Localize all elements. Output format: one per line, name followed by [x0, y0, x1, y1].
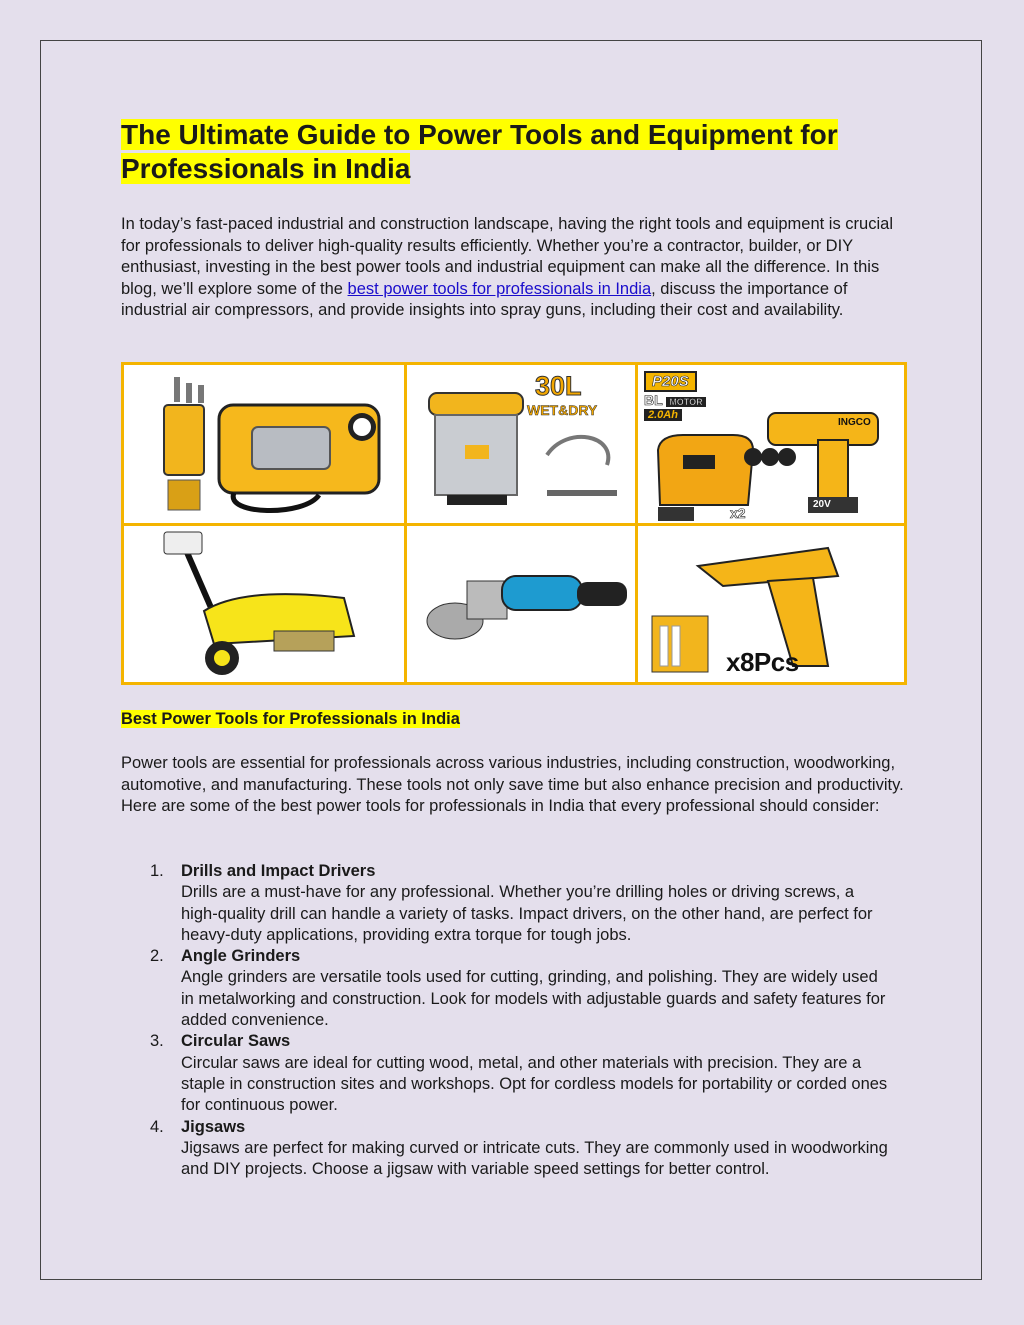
angle-grinder-illustration	[407, 526, 635, 682]
battery-voltage-label: 20V	[813, 499, 831, 510]
intro-text-before: In today’s fast-paced industrial and construction landscape, having the right tools and equipment is crucial for professionals to deliver high-quality results efficiently. Whether you’re a contractor, builder, or DIY enthusiast, investing in the best power tools and industrial equipment can make all the difference. In this blog, we’ll explore some of the	[121, 215, 893, 298]
pressure-washer-cell	[124, 526, 404, 682]
list-item-title: Circular Saws	[181, 1032, 291, 1051]
list-item	[121, 861, 891, 946]
vacuum-capacity-label: 30L	[535, 371, 582, 401]
section-intro-paragraph: Power tools are essential for professionals across various industries, including construction, woodworking, automotive, and manufacturing. These tools not only save time but also enhance precision and productivity. Here are some of the best power tools for professionals in India that every professional should consider:	[121, 754, 904, 815]
gluegun-pack-label: x8Pcs	[726, 647, 799, 677]
list-item-description: Jigsaws are perfect for making curved or intricate cuts. They are commonly used in woodworking and DIY projects. Choose a jigsaw with variable speed settings for better control.	[181, 1138, 888, 1179]
impact-wrench-kit-cell	[638, 365, 904, 523]
list-item-number: 1.	[150, 862, 164, 880]
vacuum-cleaner-cell	[407, 365, 635, 523]
section-heading-text: Best Power Tools for Professionals in India	[121, 710, 460, 728]
list-item-description: Angle grinders are versatile tools used for cutting, grinding, and polishing. They are widely used in metalworking and construction. Look for models with adjustable guards and safety features for added convenience.	[181, 968, 886, 1030]
page-title	[121, 118, 911, 186]
list-item	[121, 1117, 891, 1181]
angle-grinder-cell	[407, 526, 635, 682]
vacuum-cleaner-illustration	[407, 365, 635, 523]
intro-text-after: , discuss the importance of industrial air compressors, and provide insights into spray guns, including their cost and availability.	[121, 279, 848, 319]
list-item-number: 2.	[150, 947, 164, 966]
list-item-title: Jigsaws	[181, 1117, 246, 1136]
list-item	[121, 946, 891, 1031]
kit-motor-sub: MOTOR	[666, 397, 705, 407]
section-heading	[121, 708, 460, 730]
list-item-description: Circular saws are ideal for cutting wood, metal, and other materials with precision. They are a staple in construction sites and workshops. Opt for cordless models for portability or corded ones for continuous power.	[181, 1053, 888, 1115]
kit-motor-text: BL	[644, 392, 663, 408]
list-item-title: Drills and Impact Drivers	[181, 862, 376, 880]
kit-model-badge: P20S	[644, 371, 697, 392]
list-item-number: 4.	[150, 1117, 164, 1136]
title-block	[121, 118, 911, 186]
intro-paragraph	[121, 214, 906, 322]
air-compressor-illustration	[124, 365, 404, 523]
list-item-title: Angle Grinders	[181, 947, 301, 966]
product-collage-image	[121, 362, 907, 685]
brand-label-wrench: INGCO	[838, 417, 871, 428]
list-item-number: 3.	[150, 1032, 164, 1051]
kit-battery-badge: 2.0Ah	[644, 409, 682, 421]
tools-list	[121, 861, 891, 1180]
vacuum-type-label: WET&DRY	[527, 402, 598, 418]
glue-gun-cell	[638, 526, 904, 682]
kit-motor-badge	[644, 392, 706, 408]
battery-count-label: x2	[730, 505, 746, 521]
list-item	[121, 1031, 891, 1116]
list-item-description: Drills are a must-have for any professional. Whether you’re drilling holes or driving screws, a high-quality drill can handle a variety of tasks. Impact drivers, on the other hand, are perfect for heavy-duty applications, providing extra torque for tough jobs.	[181, 883, 873, 944]
pressure-washer-illustration	[124, 526, 404, 682]
air-compressor-cell	[124, 365, 404, 523]
page-title-text: The Ultimate Guide to Power Tools and Equipment for Professionals in India	[121, 119, 838, 184]
best-power-tools-link[interactable]: best power tools for professionals in India	[347, 279, 652, 298]
